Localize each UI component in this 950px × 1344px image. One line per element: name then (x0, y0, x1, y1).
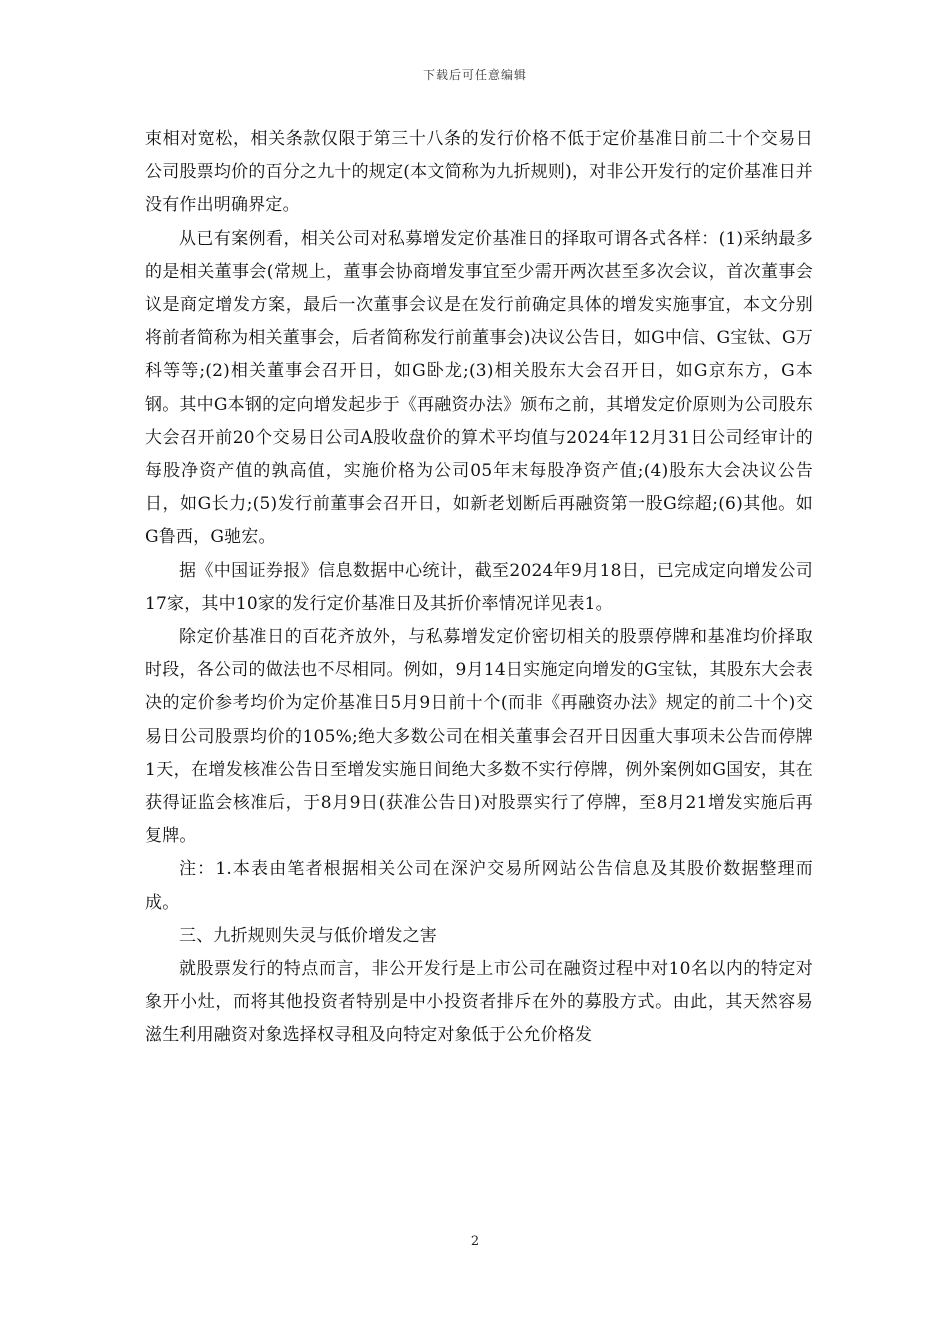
paragraph-issuance-characteristics: 就股票发行的特点而言，非公开发行是上市公司在融资过程中对10名以内的特定对象开小灶，而将其他投资者特别是中小投资者排斥在外的募股方式。由此，其天然容易滋生利用融资对象选择权寻租及向特定对象低于公允价格发 (145, 959, 813, 1046)
document-body (145, 123, 813, 1053)
page-header: 下载后可任意编辑 (422, 68, 527, 82)
section-heading: 三、九折规则失灵与低价增发之害 (179, 925, 437, 946)
paragraph-table-note: 注：1.本表由笔者根据相关公司在深沪交易所网站公告信息及其股价数据整理而成。 (145, 859, 813, 913)
paragraph-statistics: 据《中国证券报》信息数据中心统计，截至2024年9月18日，已完成定向增发公司17家，其中10家的发行定价基准日及其折价率情况详见表1。 (145, 560, 813, 614)
page-number: 2 (470, 1234, 480, 1249)
paragraph-base-date-cases: 从已有案例看，相关公司对私募增发定价基准日的择取可谓各式各样：(1)采纳最多的是相关董事会(常规上，董事会协商增发事宜至少需开两次甚至多次会议，首次董事会议是商定增发方案，最后一次董事会议是在发行前确定具体的增发实施事宜，本文分别将前者简称为相关董事会，后者简称发行前董事会)决议公告日，如G中信、G宝钛、G万科等等;(2)相关董事会召开日，如G卧龙;(3)相关股东大会召开日，如G京东方，G本钢。其中G本钢的定向增发起步于《再融资办法》颁布之前，其增发定价原则为公司股东大会召开前20个交易日公司A股收盘价的算术平均值与2024年12月31日公司经审计的每股净资产值的孰高值，实施价格为公司05年末每股净资产值;(4)股东大会决议公告日，如G长力;(5)发行前董事会召开日，如新老划断后再融资第一股G综超;(6)其他。如G鲁西，G驰宏。 (145, 228, 813, 548)
paragraph-continuation: 束相对宽松，相关条款仅限于第三十八条的发行价格不低于定价基准日前二十个交易日公司股票均价的百分之九十的规定(本文简称为九折规则)，对非公开发行的定价基准日并没有作出明确界定。 (145, 129, 813, 216)
paragraph-suspension-practice: 除定价基准日的百花齐放外，与私募增发定价密切相关的股票停牌和基准均价择取时段，各公司的做法也不尽相同。例如，9月14日实施定向增发的G宝钛，其股东大会表决的定价参考均价为定价基准日5月9日前十个(而非《再融资办法》规定的前二十个)交易日公司股票均价的105%;绝大多数公司在相关董事会召开日因重大事项未公告而停牌1天，在增发核准公告日至增发实施日间绝大多数不实行停牌，例外案例如G国安，其在获得证监会核准后，于8月9日(获准公告日)对股票实行了停牌，至8月21增发实施后再复牌。 (145, 627, 813, 847)
